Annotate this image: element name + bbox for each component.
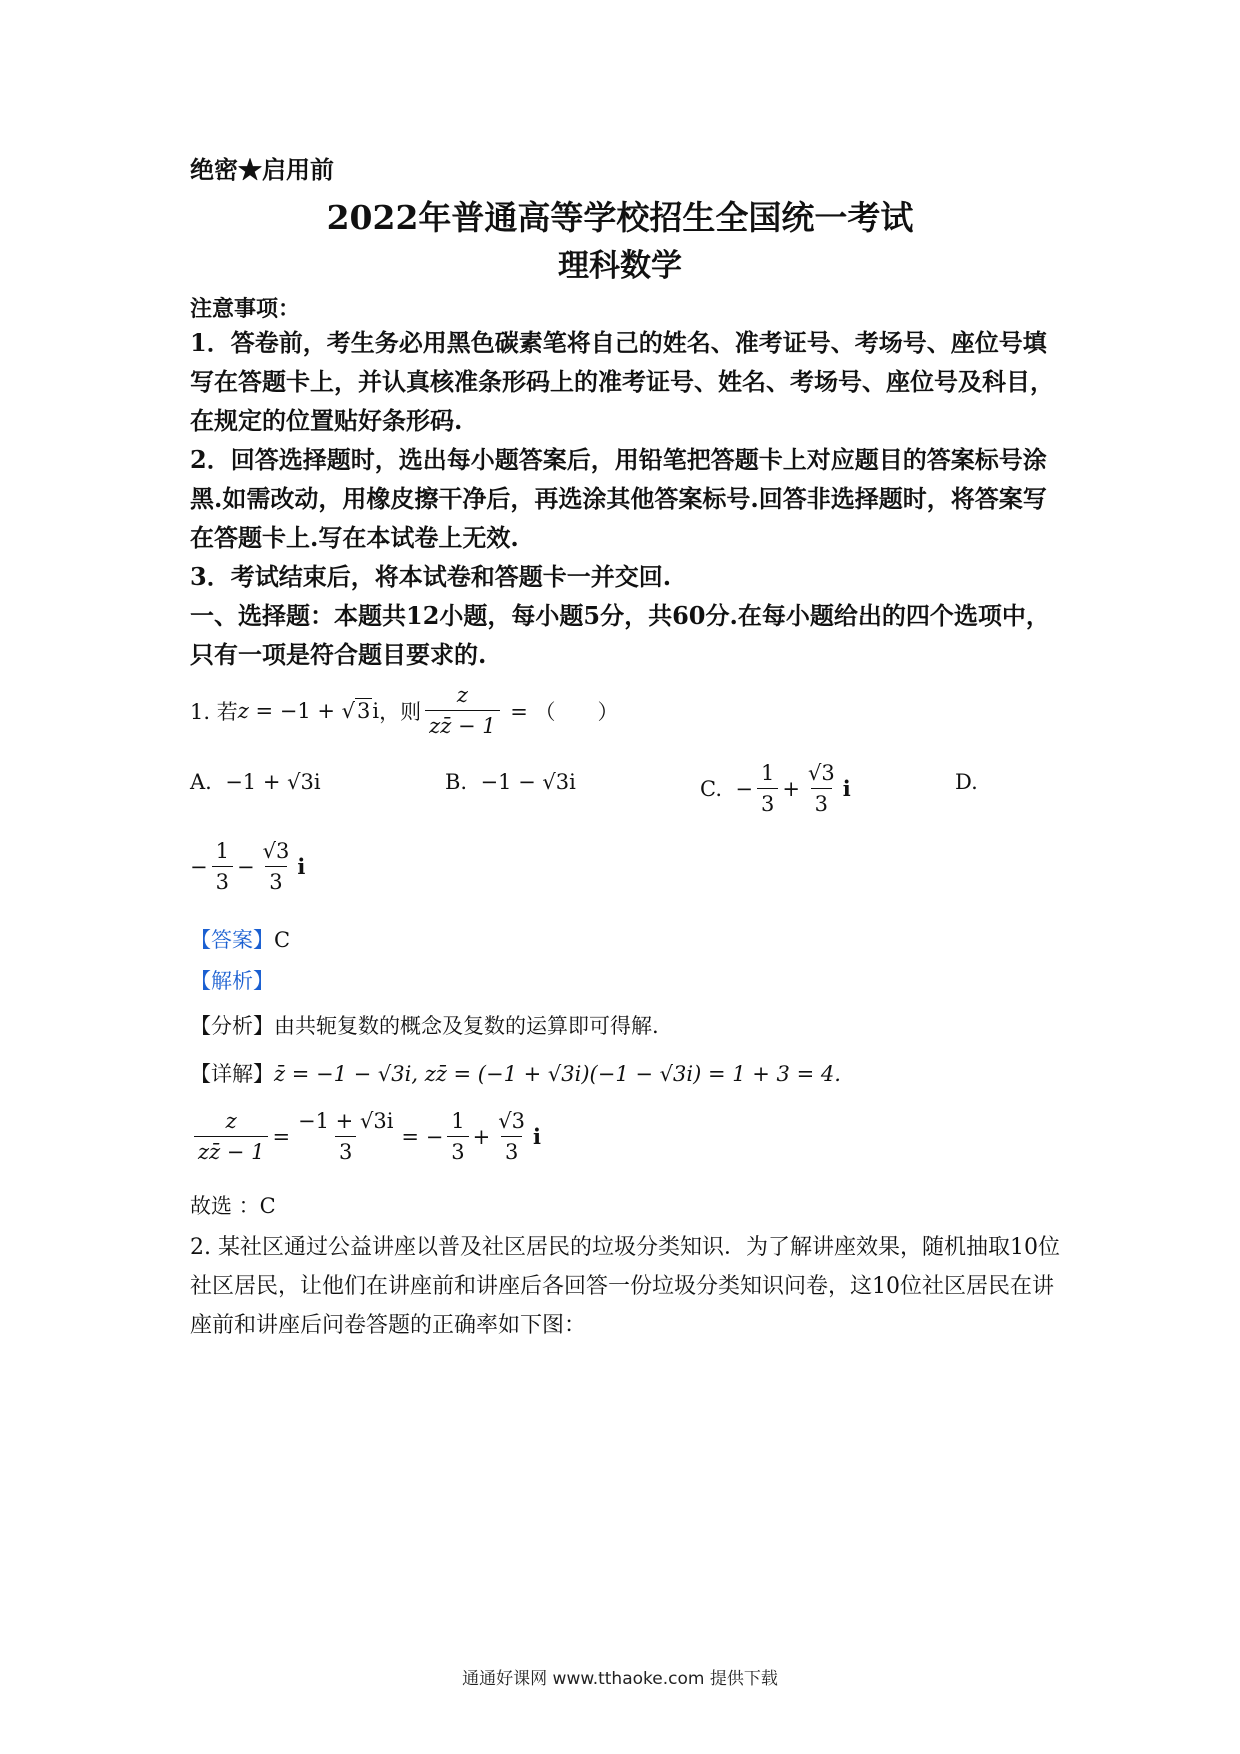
exam-title: 2022年普通高等学校招生全国统一考试: [326, 198, 914, 237]
option-c: C. − $\frac{1}{3}$ + $\frac{√3}{3}$ i: [700, 761, 851, 816]
option-a: A. −1 + √3i: [190, 770, 321, 794]
fenxi-line: 【分析】由共轭复数的概念及复数的运算即可得解.: [190, 1014, 659, 1038]
q1-prefix: 1. 若: [190, 699, 238, 724]
notice-heading: 注意事项：: [190, 296, 301, 322]
secret-label: 绝密★启用前: [190, 155, 334, 184]
q1-eq: = −1 +: [248, 698, 342, 723]
q1-z: z: [237, 698, 249, 723]
final-choice: 故选 ：C: [190, 1194, 276, 1218]
question-1-stem: [190, 682, 619, 739]
sqrt-icon: √3: [341, 698, 371, 723]
option-d-value: − $\frac{1}{3}$ − $\frac{√3}{3}$ i: [190, 839, 306, 894]
section-heading: 一、选择题：本题共12小题，每小题5分，共60分.在每小题给出的四个选项中，只有一项是符合题目要求的.: [190, 601, 1050, 669]
q1-mid: ，则: [379, 699, 422, 724]
option-d: D.: [955, 770, 978, 794]
q1-i: i: [372, 698, 380, 723]
answer-tag: 【答案】: [190, 928, 274, 952]
q1-fraction: $\frac{z}{zz̄ - 1}$: [425, 682, 499, 739]
exam-subject: 理科数学: [558, 248, 682, 284]
notice-item-1: 1．答卷前，考生务必用黑色碳素笔将自己的姓名、准考证号、考场号、座位号填写在答题卡上，并认真核准条形码上的准考证号、姓名、考场号、座位号及科目，在规定的位置贴好条形码.: [190, 328, 1054, 435]
xiangjie-line: 【详解】z̄ = −1 − √3i, zz̄ = (−1 + √3i)(−1 − √3i) = 1 + 3 = 4.: [190, 1062, 841, 1086]
analysis-line: [190, 965, 274, 995]
option-b: B. −1 − √3i: [445, 770, 576, 794]
notice-item-3: 3．考试结束后，将本试卷和答题卡一并交回.: [190, 562, 672, 591]
solution-equation: $\frac{z}{zz̄ - 1}$ = $\frac{-1 + √3i}{3}$ = − $\frac{1}{3}$ + $\frac{√3}{3}$ i: [190, 1108, 541, 1165]
answer-value: C: [274, 928, 291, 952]
notice-list: [190, 323, 1070, 596]
footer-source: 通通好课网 www.tthaoke.com 提供下载: [462, 1669, 778, 1689]
answer-line: [190, 924, 290, 954]
q1-suffix: = （ ）: [503, 699, 619, 724]
question-2-stem: 2. 某社区通过公益讲座以普及社区居民的垃圾分类知识．为了解讲座效果，随机抽取10位社区居民，让他们在讲座前和讲座后各回答一份垃圾分类知识问卷，这10位社区居民在讲座前和讲座后问卷答题的正确率如下图：: [190, 1235, 1060, 1338]
notice-item-2: 2．回答选择题时，选出每小题答案后，用铅笔把答题卡上对应题目的答案标号涂黑.如需改动，用橡皮擦干净后，再选涂其他答案标号.回答非选择题时，将答案写在答题卡上.写在本试卷上无效.: [190, 445, 1047, 552]
analysis-tag: 【解析】: [190, 969, 274, 993]
